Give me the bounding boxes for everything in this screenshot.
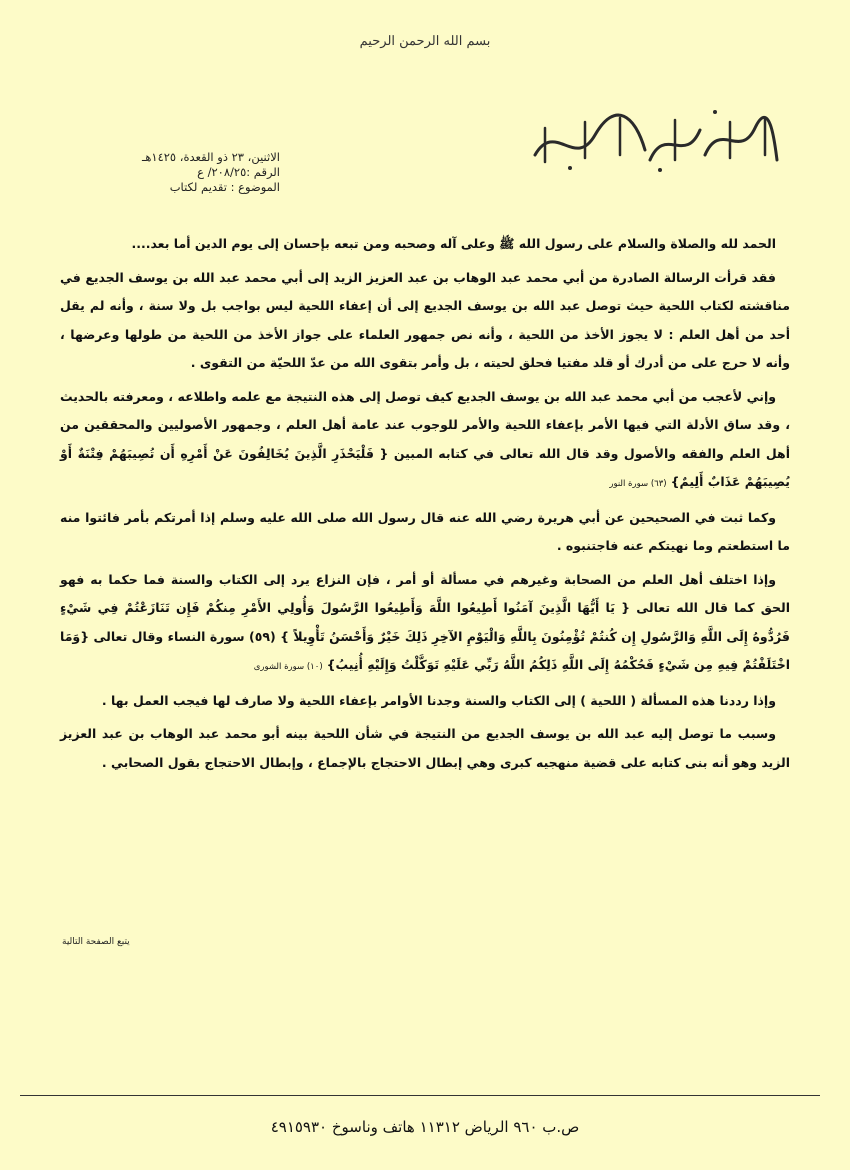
- paragraph-5: [60, 566, 790, 682]
- paragraph-4: وكما ثبت في الصحيحين عن أبي هريرة رضي الله عنه قال رسول الله صلى الله عليه وسلم إذا أمرتكم بأمر فائتوا منه ما استطعتم وما نهيتكم عنه فاجتنبوه .: [60, 509, 790, 553]
- quran-reference-2: (١٠) سورة الشورى: [253, 662, 323, 672]
- footer-divider: [20, 1095, 820, 1096]
- quran-reference-1: (٦٣) سورة النور: [609, 479, 667, 489]
- calligraphy-icon: [525, 100, 785, 180]
- letter-ref-number: الرقم :٢٠٨/٢٥/ ع: [197, 165, 280, 179]
- letter-meta: [60, 150, 280, 195]
- footer-contact: ص.ب ٩٦٠ الرياض ١١٣١٢ هاتف وناسوخ ٤٩١٥٩٣٠: [270, 1118, 580, 1136]
- paragraph-2: فقد قرأت الرسالة الصادرة من أبي محمد عبد الوهاب بن عبد العزيز الزيد إلى أبي محمد عبد الله بن يوسف الجديع في مناقشته لكتاب اللحية حيث توصل عبد الله بن يوسف الجديع إلى أن إعفاء اللحية ليس بواجب بل ولا سنة ، وأنه لم يقل أحد من أهل العلم : لا يجوز الأخذ من اللحية ، وأنه نص جمهور العلماء على جواز الأخذ من اللحية من طولها وعرضها ، وأنه لا حرج على من أدرك أو قلد مفتيا فحلق لحيته ، بل وأمر بتقوى الله من عدّ اللحيّة من التقوى .: [60, 269, 790, 370]
- paragraph-3: [60, 383, 790, 499]
- letter-body: [60, 230, 790, 782]
- letter-subject: الموضوع : تقديم لكتاب: [169, 180, 280, 194]
- paragraph-6: وإذا رددنا هذه المسألة ( اللحية ) إلى الكتاب والسنة وجدنا الأوامر بإعفاء اللحية ولا صارف لها فيجب العمل بها .: [101, 692, 776, 708]
- paragraph-7: وسبب ما توصل إليه عبد الله بن يوسف الجديع من النتيجة في شأن اللحية بينه أبو محمد عبد الوهاب بن عبد العزيز الزيد وهو أنه بنى كتابه على قضية منهجيه كبرى وهي إبطال الاحتجاج بالإجماع ، وإبطال الاحتجاج بقول الصحابي .: [60, 726, 790, 770]
- paragraph-3-text: وإني لأعجب من أبي محمد عبد الله بن يوسف الجديع كيف توصل إلى هذه النتيجة مع علمه واطلاعه ، ومعرفته بالحديث ، وقد ساق الأدلة التي فيها الأمر بإعفاء اللحية والأمر للوجوب عند عامة أهل العلم ، وجمهور الأصوليين والمحققين من أهل العلم والفقه والأصول وقد قال الله تعالى في كتابه المبين { فَلْيَحْذَرِ الَّذِينَ يُخَالِفُونَ عَنْ أَمْرِهِ أَن تُصِيبَهُمْ فِتْنَةٌ أَوْ يُصِيبَهُمْ عَذَابٌ أَلِيمٌ}: [60, 388, 790, 489]
- continued-next-page-note: يتبع الصفحة التالية: [62, 937, 130, 947]
- letter-date: الاثنين، ٢٣ ذو القعدة، ١٤٢٥هـ: [141, 150, 280, 164]
- author-calligraphy-logo: [525, 100, 785, 180]
- paragraph-5-text: وإذا اختلف أهل العلم من الصحابة وغيرهم في مسألة أو أمر ، فإن النزاع يرد إلى الكتاب والسنة فما حكما به فهو الحق كما قال الله تعالى { يَا أَيُّهَا الَّذِينَ آمَنُوا أَطِيعُوا اللَّهَ وَأَطِيعُوا الرَّسُولَ وَأُولِي الأَمْرِ مِنكُمْ فَإِن تَنَازَعْتُمْ فِي شَيْءٍ فَرُدُّوهُ إِلَى اللَّهِ وَالرَّسُولِ إِن كُنتُمْ تُؤْمِنُونَ بِاللَّهِ وَالْيَوْمِ الآخِرِ ذَلِكَ خَيْرٌ وَأَحْسَنُ تَأْوِيلاً } (٥٩) سورة النساء وقال تعالى {وَمَا اخْتَلَفْتُمْ فِيهِ مِن شَيْءٍ فَحُكْمُهُ إِلَى اللَّهِ ذَلِكُمُ اللَّهُ رَبِّي عَلَيْهِ تَوَكَّلْتُ وَإِلَيْهِ أُنِيبُ}: [60, 571, 790, 672]
- paragraph-opening: الحمد لله والصلاة والسلام على رسول الله ﷺ وعلى آله وصحبه ومن تبعه بإحسان إلى يوم الدين أما بعد....: [131, 236, 776, 251]
- basmala-header: بسم الله الرحمن الرحيم: [359, 34, 491, 49]
